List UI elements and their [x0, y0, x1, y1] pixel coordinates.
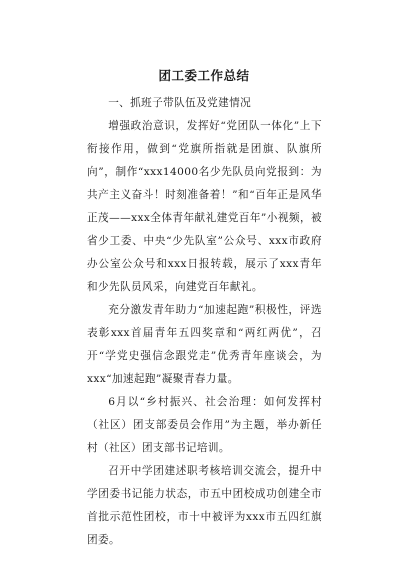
document-body — [87, 92, 322, 552]
paragraph-youth-motivation: 充分激发青年助力“加速起跑”积极性，评选表彰xxx首届青年五四奖章和“两红两优”，召开“学党史强信念跟党走”优秀青年座谈会，为xxx“加速起跑”凝聚青春力量。 — [87, 304, 322, 385]
document-title: 团工委工作总结 — [158, 68, 250, 83]
paragraph-june-training: 6月以“乡村振兴、社会治理：如何发挥村（社区）团支部委员会作用”为主题，举办新任村（社区）团支部书记培训。 — [87, 396, 322, 454]
section-heading: 一、抓班子带队伍及党建情况 — [108, 97, 252, 109]
paragraph-school-league: 召开中学团建述职考核培训交流会，提升中学团委书记能力状态，市五中团校成功创建全市首批示范性团校，市十中被评为xxx市五四红旗团委。 — [87, 465, 322, 546]
paragraph-political-awareness: 增强政治意识，发挥好“党团队一体化”上下衔接作用，做到“党旗所指就是团旗、队旗所向”，制作“xxx14000名少先队员向党报到：为共产主义奋斗！时刻准备着！”和“百年正是风华正茂——xxx全体青年献礼建党百年”小视频，被省少工委、中央“少先队室”公众号、xxx市政府办公室公众号和xxx日报转载，展示了xxx青年和少先队员风采，向建党百年献礼。 — [87, 120, 322, 293]
